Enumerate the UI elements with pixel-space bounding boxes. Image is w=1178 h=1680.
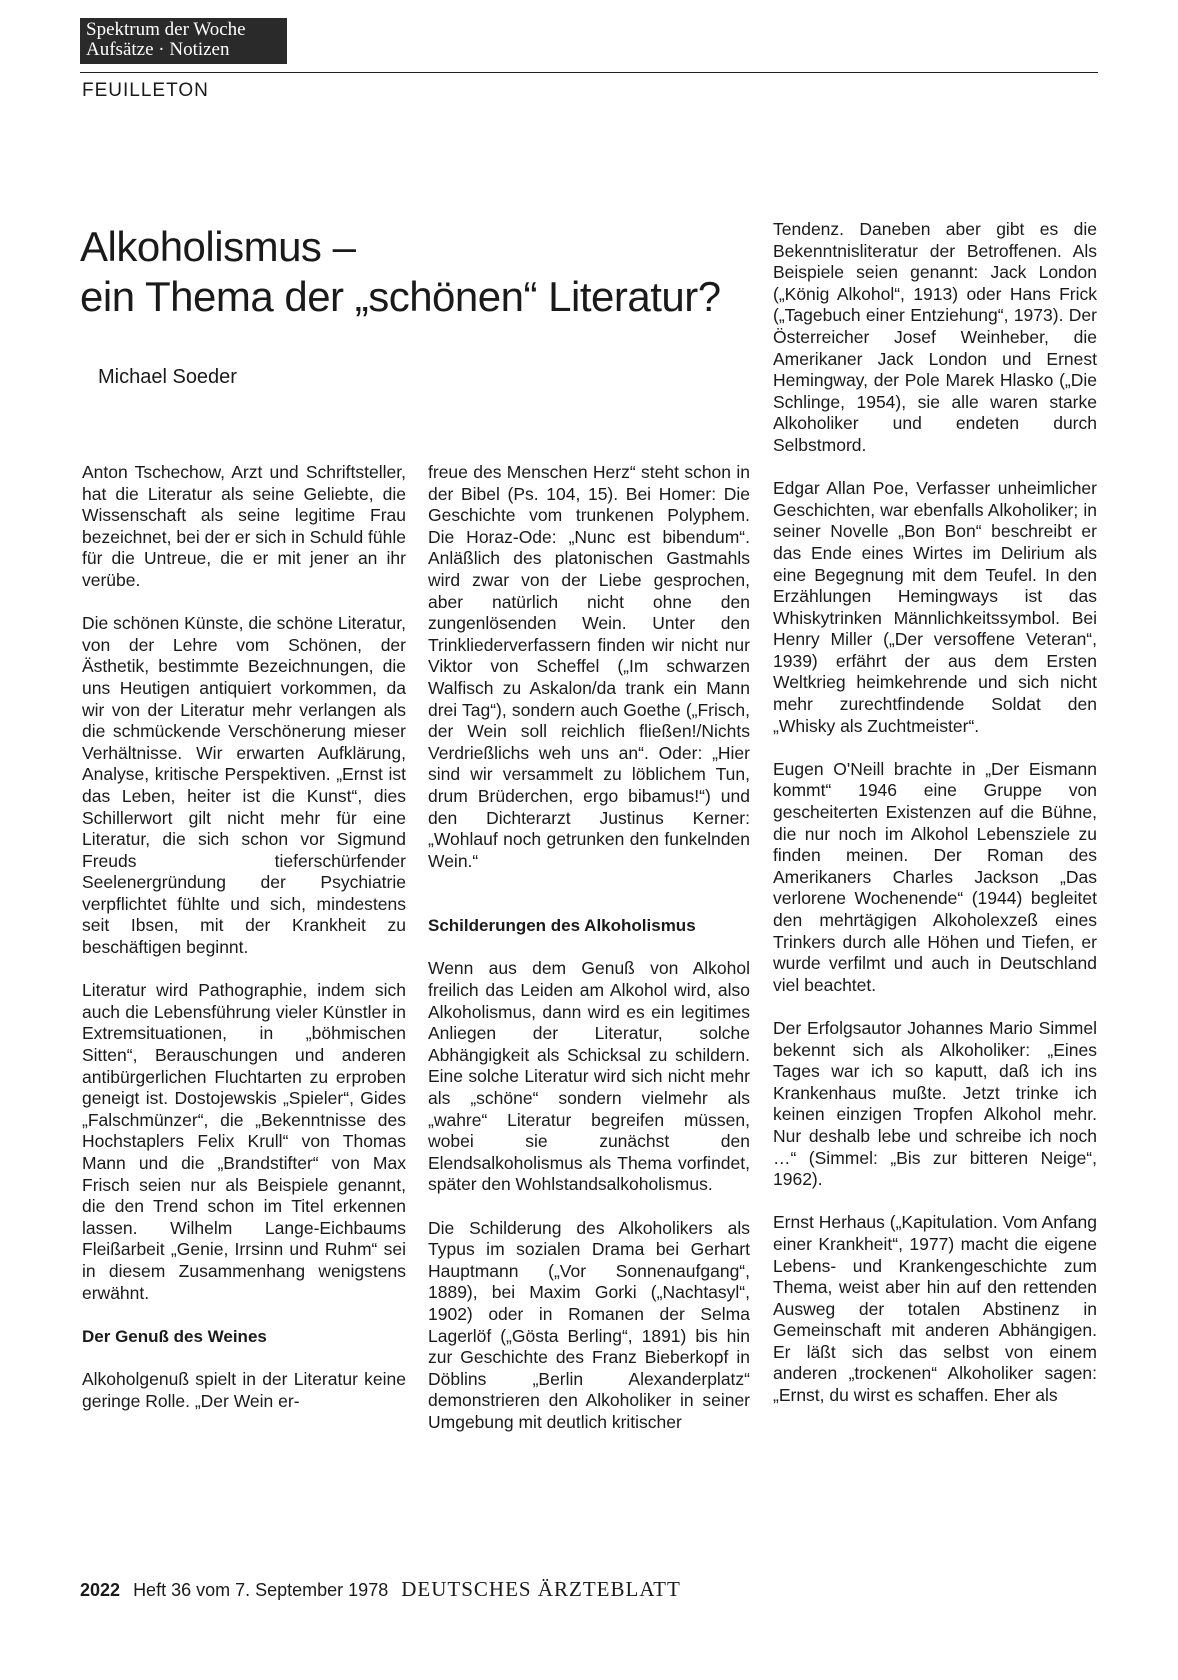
text-column-3: [773, 219, 1097, 1428]
issue-info: Heft 36 vom 7. September 1978: [133, 1580, 389, 1600]
paragraph: Anton Tschechow, Arzt und Schriftsteller, hat die Literatur als seine Geliebte, die Wissenschaft als seine legitime Frau bezeichnet, bei der er sich in Schuld fühle für die Untreue, die er mit jener an ihr verübe.: [82, 462, 406, 590]
paragraph: Der Erfolgsautor Johannes Mario Simmel bekennt sich als Alkoholiker: „Eines Tages war ich so kaputt, daß ich ins Krankenhaus mußte. Jetzt trinke ich keinen einzigen Tropfen Alkohol mehr. Nur deshalb lebe und schreibe ich noch …“ (Simmel: „Bis zur bitteren Neige“, 1962).: [773, 1017, 1097, 1190]
paragraph: Literatur wird Pathographie, indem sich auch die Lebensführung vieler Künstler in Extremsituationen, in „böhmischen Sitten“, Berauschungen und anderen antibürgerlichen Fluchtarten zu erproben geneigt ist. Dostojewskis „Spieler“, Gides „Falschmünzer“, die „Bekenntnisse des Hochstaplers Felix Krull“ von Thomas Mann und die „Brandstifter“ von Max Frisch seien nur als Beispiele genannt, die den Trend schon im Titel erkennen lassen. Wilhelm Lange-Eichbaums Fleißarbeit „Genie, Irrsinn und Ruhm“ sei in diesem Zusammenhang wenigstens erwähnt.: [82, 980, 406, 1303]
text-column-2: [428, 462, 750, 1455]
header-line-1: Spektrum der Woche: [86, 19, 246, 40]
section-label: FEUILLETON: [82, 80, 209, 101]
paragraph: Eugen O'Neill brachte in „Der Eismann kommt“ 1946 eine Gruppe von gescheiterten Existenzen auf die Bühne, die nur noch im Alkohol Lebensziele zu finden meinen. Der Roman des Amerikaners Charles Jackson „Das verlorene Wochenende“ (1944) begleitet den mehrtägigen Alkoholexzeß eines Trinkers durch alle Höhen und Tiefen, er wurde verfilmt und auch in Deutschland viel beachtet.: [773, 758, 1097, 995]
top-rule: [80, 72, 1098, 73]
paragraph: Edgar Allan Poe, Verfasser unheimlicher Geschichten, war ebenfalls Alkoholiker; in seiner Novelle „Bon Bon“ beschreibt er das Ende eines Wirtes im Delirium als eine Begegnung mit dem Teufel. In den Erzählungen Hemingways ist das Whiskytrinken Männlichkeitssymbol. Bei Henry Miller („Der versoffene Veteran“, 1939) erfährt der aus dem Ersten Weltkrieg heimkehrende und sich nicht mehr zurechtfindende Soldat den „Whisky als Zuchtmeister“.: [773, 478, 1097, 736]
header-line-2: Aufsätze · Notizen: [86, 39, 230, 60]
subheading: Der Genuß des Weines: [82, 1326, 267, 1346]
paragraph: freue des Menschen Herz“ steht schon in der Bibel (Ps. 104, 15). Bei Homer: Die Geschichte vom trunkenen Polyphem. Die Horaz-Ode: „Nunc est bibendum“. Anläßlich des platonischen Gastmahls wird zwar von der Liebe gesprochen, aber natürlich nicht ohne den zungenlösenden Wein. Unter den Trinkliederverfassern finden wir nicht nur Viktor von Scheffel („Im schwarzen Walfisch zu Askalon/da trank ein Mann drei Tag“), sondern auch Goethe („Frisch, der Wein soll reichlich fließen!/Nichts Verdrießlichs weh uns an“. Oder: „Hier sind wir versammelt zu löblichem Tun, drum Brüderchen, ergo bibamus!“) und den Dichterarzt Justinus Kerner: „Wohlauf noch getrunken den funkelnden Wein.“: [428, 462, 750, 871]
paragraph: Die schönen Künste, die schöne Literatur, von der Lehre vom Schönen, der Ästhetik, bestimmte Bezeichnungen, die uns Heutigen antiquiert vorkommen, da wir von der Literatur mehr verlangen als die schmückende Verschönerung mieser Verhältnisse. Wir erwarten Aufklärung, Analyse, kritische Perspektiven. „Ernst ist das Leben, heiter ist die Kunst“, dies Schillerwort gilt nicht mehr für eine Literatur, die sich schon vor Sigmund Freuds tieferschürfender Seelenergründung der Psychiatrie verpflichtet fühlte und sich, mindestens seit Ibsen, mit der Krankheit zu beschäftigen beginnt.: [82, 613, 406, 958]
paragraph: Die Schilderung des Alkoholikers als Typus im sozialen Drama bei Gerhart Hauptmann („Vor Sonnenaufgang“, 1889), bei Maxim Gorki („Nachtasyl“, 1902) oder in Romanen der Selma Lagerlöf („Gösta Berling“, 1891) bis hin zur Geschichte des Franz Bieberkopf in Döblins „Berlin Alexanderplatz“ demonstrieren den Alkoholiker in seiner Umgebung mit deutlich kritischer: [428, 1217, 750, 1432]
subheading: Schilderungen des Alkoholismus: [428, 916, 696, 936]
journal-name: DEUTSCHES ÄRZTEBLATT: [401, 1577, 681, 1601]
paragraph: Alkoholgenuß spielt in der Literatur keine geringe Rolle. „Der Wein er-: [82, 1368, 406, 1411]
paragraph: Ernst Herhaus („Kapitulation. Vom Anfang einer Krankheit“, 1977) macht die eigene Lebens- und Krankengeschichte zum Thema, weist aber hin auf den rettenden Ausweg der totalen Abstinenz in Gemeinschaft mit anderen Abhängigen. Er läßt sich das selbst von einem anderen „trockenen“ Alkoholiker sagen: „Ernst, du wirst es schaffen. Eher als: [773, 1212, 1097, 1406]
title-line-1: Alkoholismus –: [80, 223, 356, 270]
text-column-1: [82, 462, 406, 1434]
title-line-2: ein Thema der „schönen“ Literatur?: [80, 273, 721, 320]
paragraph: Tendenz. Daneben aber gibt es die Bekenntnisliteratur der Betroffenen. Als Beispiele seien genannt: Jack London („König Alkohol“, 1913) oder Hans Frick („Tagebuch einer Entziehung“, 1973). Der Österreicher Josef Weinheber, die Amerikaner Jack London und Ernest Hemingway, der Pole Marek Hlasko („Die Schlinge, 1954), sie alle waren starke Alkoholiker und endeten durch Selbstmord.: [773, 219, 1097, 455]
paragraph: Wenn aus dem Genuß von Alkohol freilich das Leiden am Alkohol wird, also Alkoholismus, dann wird es ein legitimes Anliegen der Literatur, solche Abhängigkeit als Schicksal zu schildern. Eine solche Literatur wird sich nicht mehr als „schöne“ sondern vielmehr als „wahre“ Literatur begreifen müssen, wobei sie zunächst den Elendsalkoholismus als Thema vorfindet, später den Wohlstandsalkoholismus.: [428, 958, 750, 1195]
author-name: Michael Soeder: [98, 366, 237, 388]
page-footer: [80, 1577, 681, 1602]
section-header-box: [80, 18, 287, 64]
article-title: [80, 222, 780, 322]
page-number: 2022: [80, 1580, 121, 1600]
